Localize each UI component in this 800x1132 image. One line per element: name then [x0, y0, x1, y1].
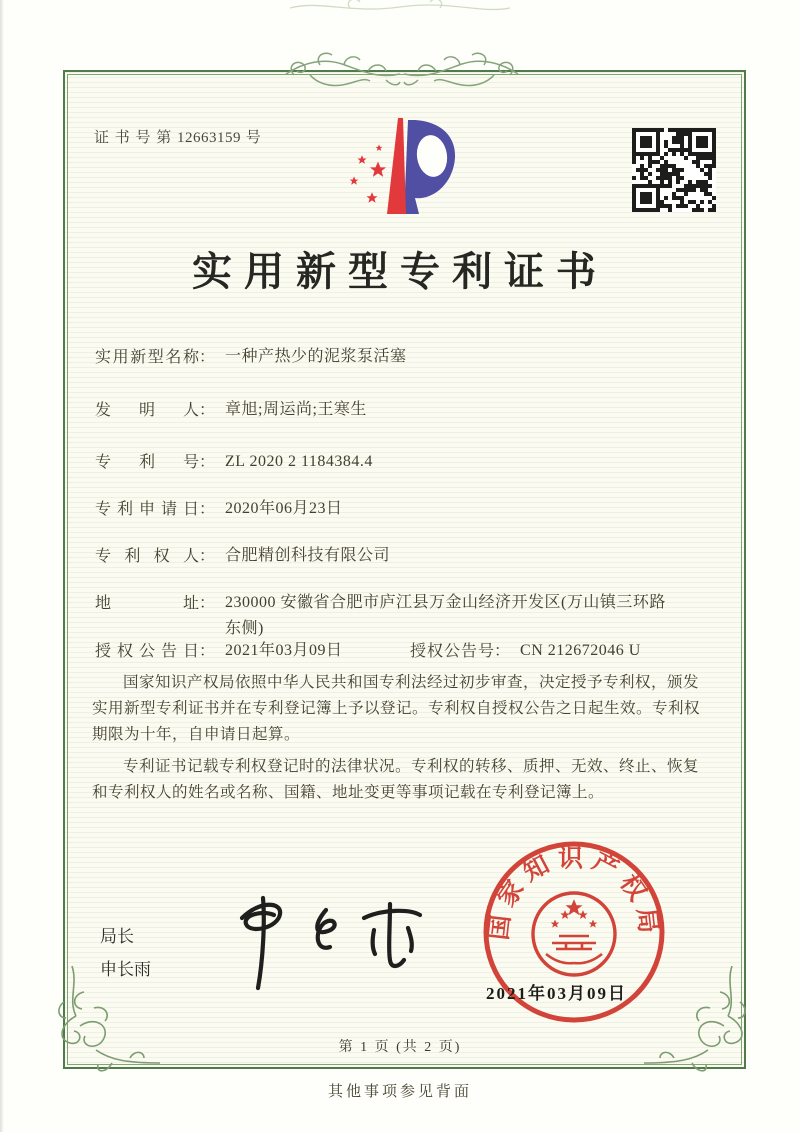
field-row-patentee: [95, 543, 745, 569]
field-value-filing-date: 2020年06月23日: [225, 500, 343, 517]
field-value-invention-name: 一种产热少的泥浆泵活塞: [225, 348, 407, 365]
seal-text: 国家知识产权局: [485, 845, 663, 942]
legal-paragraph-1: 国家知识产权局依照中华人民共和国专利法经过初步审查，决定授予专利权，颁发实用新型专利证书并在专利登记簿上予以登记。专利权自授权公告之日起生效。专利权期限为十年，自申请日起算。: [92, 674, 701, 743]
field-colon: ：: [199, 595, 216, 612]
field-colon: ：: [494, 643, 511, 660]
field-row-grant: [95, 638, 745, 664]
field-label: 专利号: [95, 454, 199, 471]
top-edge-flourish-ornament: [290, 0, 510, 14]
field-label: 发明人: [95, 402, 199, 419]
field-label: 实用新型名称: [95, 349, 199, 366]
field-label: 专利申请日: [95, 501, 199, 518]
field-value-grant-number: CN 212672046 U: [520, 642, 641, 659]
certificate-number-value: 12663159: [177, 130, 242, 146]
certificate-number-prefix: 证 书 号 第: [94, 130, 173, 146]
field-row-invention-name: [95, 344, 745, 370]
page-number: 第 1 页 (共 2 页): [338, 1040, 462, 1055]
seal-date: 2021年03月09日: [486, 984, 627, 1003]
legal-body-text: [92, 670, 714, 812]
field-colon: ：: [199, 454, 216, 471]
issuer-title: 局长: [100, 927, 134, 946]
field-value-patent-number: ZL 2020 2 1184384.4: [225, 453, 373, 470]
field-pair-grant-number: [410, 638, 641, 664]
field-label: 专利权人: [95, 548, 199, 565]
field-colon: ：: [199, 501, 216, 518]
top-center-scroll-ornament: [282, 46, 522, 92]
field-label: 授权公告日: [95, 643, 199, 660]
field-colon: ：: [199, 643, 216, 660]
certificate-number: [94, 126, 262, 147]
field-label: 授权公告号: [410, 643, 494, 660]
field-value-patentee: 合肥精创科技有限公司: [225, 547, 391, 564]
certificate-title: 实用新型专利证书: [192, 249, 608, 294]
legal-paragraph-2: 专利证书记载专利权登记时的法律状况。专利权的转移、质押、无效、终止、恢复和专利权人的姓名或名称、国籍、地址变更等事项记载在专利登记簿上。: [92, 758, 700, 801]
field-row-inventors: [95, 397, 745, 423]
field-row-patent-number: [95, 449, 745, 475]
field-value-inventors: 章旭;周运尚;王寒生: [225, 401, 367, 418]
certificate-number-suffix: 号: [245, 130, 262, 146]
field-colon: ：: [199, 402, 216, 419]
field-colon: ：: [199, 349, 216, 366]
shen-changyu-signature: [218, 890, 433, 998]
field-row-address: [95, 590, 745, 641]
back-side-note: 其他事项参见背面: [327, 1084, 472, 1100]
field-value-address: 230000 安徽省合肥市庐江县万金山经济开发区(万山镇三环路东侧): [225, 594, 666, 637]
qr-code: [632, 128, 716, 212]
field-value-grant-date: 2021年03月09日: [225, 642, 343, 659]
scan-edge-shadow: [0, 0, 4, 1132]
field-row-filing-date: [95, 496, 745, 522]
issuer-name: 申长雨: [100, 960, 151, 979]
field-colon: ：: [199, 548, 216, 565]
cnipa-patent-logo-icon: [342, 110, 460, 224]
issuer-block: [100, 920, 151, 986]
field-label: 地址: [95, 595, 199, 612]
